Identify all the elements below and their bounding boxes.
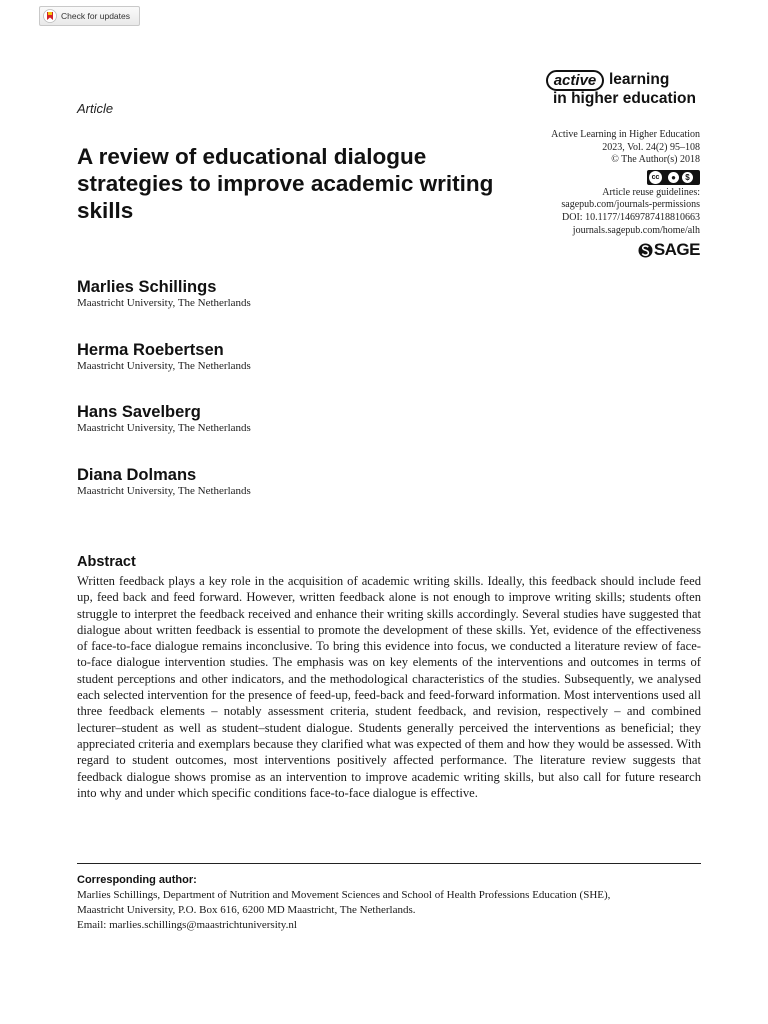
journal-logo-subtitle: in higher education — [553, 90, 696, 107]
author-block — [77, 402, 477, 435]
creative-commons-icon[interactable] — [647, 170, 700, 185]
cc-logo: cc — [649, 171, 662, 184]
copyright-notice: © The Author(s) 2018 — [611, 154, 700, 166]
check-for-updates-label: Check for updates — [61, 11, 130, 21]
cc-by-icon: ● — [668, 172, 679, 183]
reuse-guidelines-link[interactable]: sagepub.com/journals-permissions — [561, 199, 700, 211]
publication-meta — [460, 129, 700, 237]
footnote-divider — [77, 863, 701, 864]
article-type-label: Article — [77, 101, 114, 116]
corresponding-email[interactable]: Email: marlies.schillings@maastrichtuniversity.nl — [77, 919, 297, 931]
sage-wordmark: SAGE — [653, 240, 700, 259]
sage-s-icon — [638, 242, 653, 259]
corresponding-address-line: Maastricht University, P.O. Box 616, 6200 MD Maastricht, The Netherlands. — [77, 904, 416, 916]
author-block — [77, 340, 477, 373]
volume-info: 2023, Vol. 24(2) 95–108 — [602, 141, 700, 153]
author-affiliation: Maastricht University, The Netherlands — [77, 422, 251, 434]
author-name: Hans Savelberg — [77, 403, 201, 421]
check-for-updates-button[interactable] — [39, 6, 140, 26]
cc-nc-icon: $ — [682, 172, 693, 183]
author-name: Diana Dolmans — [77, 466, 197, 484]
author-affiliation: Maastricht University, The Netherlands — [77, 360, 251, 372]
abstract-heading: Abstract — [77, 554, 136, 570]
sage-logo — [638, 240, 700, 260]
journal-logo-active: active — [546, 70, 604, 91]
journal-name: Active Learning in Higher Education — [551, 129, 700, 140]
journal-logo — [546, 70, 704, 108]
author-name: Herma Roebertsen — [77, 341, 224, 359]
abstract-text: Written feedback plays a key role in the acquisition of academic writing skills. Ideally, this feedback should include feed up, feed back and feed forward. However, written feedback alone is not enough to improve writing skills; students often struggle to interpret the feedback received and enhance their writing skills accordingly. Several studies have suggested that dialogue about written feedback is essential to promote the development of these skills. Yet, evidence of the effectiveness of face-to-face dialogue remains inconclusive. To bring this evidence into focus, we conducted a literature review of face-to-face dialogue intervention studies. The emphasis was on key elements of the interventions and outcomes in terms of student perceptions and other indicators, and the methodological characteristics of the studies. Subsequently, we analysed each selected intervention for the presence of feed-up, feed-back and feed-forward information. Most interventions used all three feedback elements – notably assessment criteria, student feedback, and revision, respectively – and combined lecturer–student as well as student–student dialogue. Students generally perceived the interventions as beneficial; they appreciated criteria and exemplars because they clarified what was expected of them and how they would be assessed. With regard to student outcomes, most interventions positively affected performance. The literature review suggests that feedback dialogue shows promise as an intervention to improve academic writing skills, but also call for future research into why and under which specific conditions face-to-face dialogue is effective. — [77, 574, 701, 800]
author-affiliation: Maastricht University, The Netherlands — [77, 297, 251, 309]
author-block — [77, 465, 477, 498]
reuse-guidelines-label: Article reuse guidelines: — [602, 186, 700, 198]
paper-title: A review of educational dialogue strategies to improve academic writing skills — [77, 144, 494, 223]
corresponding-address-line: Marlies Schillings, Department of Nutrition and Movement Sciences and School of Health Professions Education (SHE), — [77, 889, 611, 901]
corresponding-author — [77, 873, 717, 933]
doi-link[interactable]: DOI: 10.1177/1469787418810663 — [562, 211, 700, 223]
author-affiliation: Maastricht University, The Netherlands — [77, 485, 251, 497]
journal-homepage-link[interactable]: journals.sagepub.com/home/alh — [572, 224, 700, 236]
crossmark-icon — [43, 9, 57, 23]
corresponding-author-heading: Corresponding author: — [77, 874, 197, 886]
author-name: Marlies Schillings — [77, 278, 217, 296]
author-block — [77, 277, 477, 310]
journal-logo-learning: learning — [609, 71, 670, 88]
